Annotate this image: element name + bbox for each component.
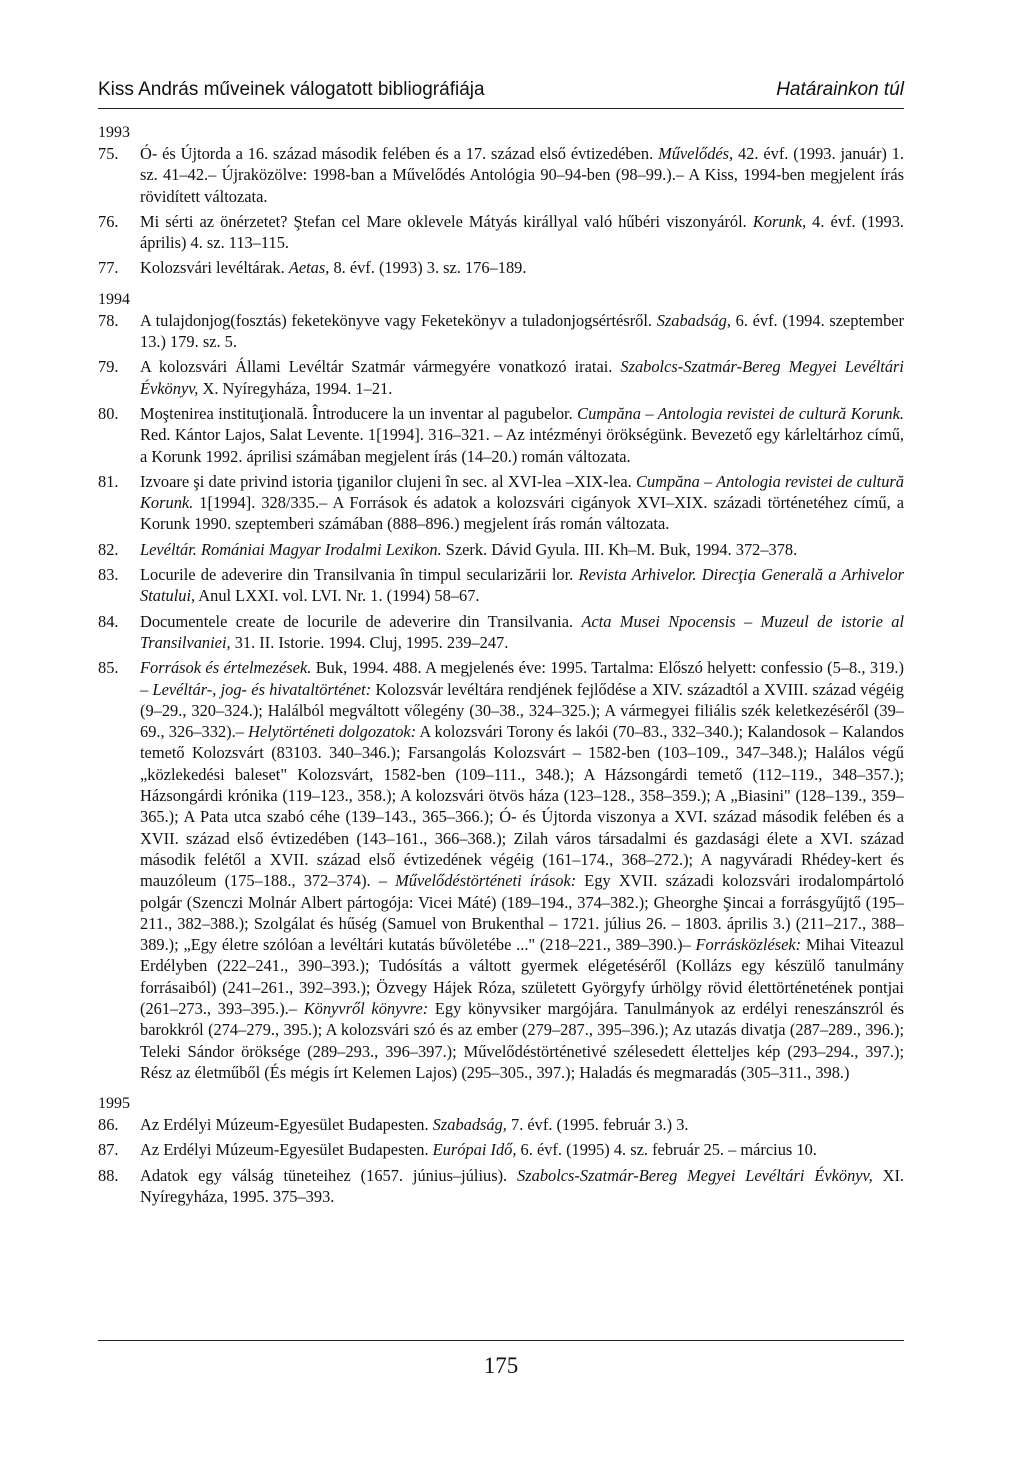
entry-text-segment: Kolozsvár levéltára rendjének fejlődése a XIV. századtól a XVIII. század végéig (9–29., 320–324.); Halálból megváltott vőlegény (30–38., 324–325.); A vármegyei filiális szék keletkezéséről (39–69., 326–332).– xyxy=(140,679,904,742)
entry-number: 84. xyxy=(98,611,119,631)
entry-number: 77. xyxy=(98,258,119,278)
entry-number: 76. xyxy=(98,211,119,231)
entry-text-segment: Az Erdélyi Múzeum-Egyesület Budapesten. xyxy=(140,1115,433,1135)
entry-text xyxy=(140,564,904,607)
entry-title-italic: Aetas, xyxy=(288,258,330,278)
year-heading: 1995 xyxy=(98,1095,130,1113)
entry-text xyxy=(140,403,904,467)
entry-title-italic: Revista Arhivelor. Direcţia Generală a Arhivelor Statului, xyxy=(140,565,904,606)
entry-text-segment: Az Erdélyi Múzeum-Egyesület Budapesten. xyxy=(140,1140,433,1160)
year-heading: 1994 xyxy=(98,290,130,308)
bibliography-entry xyxy=(98,1114,904,1135)
entry-text xyxy=(140,257,904,278)
bibliography-entry xyxy=(98,611,904,654)
entry-text-segment: 31. II. Istorie. 1994. Cluj, 1995. 239–247. xyxy=(230,632,509,652)
entry-text-segment: Ó- és Újtorda a 16. század második felében és a 17. század első évtizedében. xyxy=(140,144,659,163)
entry-text-segment: Red. Kántor Lajos, Salat Levente. 1[1994]. 316–321. – Az intézményi örökségünk. Bevezető egy kárleltárhoz című, a Korunk 1992. áprilisi számában megjelent írás (14–20.) román változata. xyxy=(140,425,904,466)
running-header xyxy=(98,76,904,109)
bibliography-entry xyxy=(98,1139,904,1160)
entry-text-segment: 42. évf. (1993. január) 1. sz. 41–42.– Újraközölve: 1998-ban a Művelődés Antológia 90–94-ben (98–99.).– A Kiss, 1994-ben megjelent írás rövidített változata. xyxy=(140,144,905,206)
entry-text-segment: 4. évf. (1993. április) 4. sz. 113–115. xyxy=(140,211,904,253)
entry-text-segment: Buk, 1994. 488. A megjelenés éve: 1995. Tartalma: Előszó helyett: confessio (5–8., 319.) – xyxy=(140,658,904,699)
entry-title-italic: Helytörténeti dolgozatok: xyxy=(248,722,417,742)
entry-text xyxy=(140,471,904,535)
entry-title-italic: Források és értelmezések. xyxy=(140,658,312,678)
entry-number: 82. xyxy=(98,539,119,559)
bibliography-entry xyxy=(98,143,904,207)
entry-text xyxy=(140,1114,904,1135)
entry-title-italic: Művelődéstörténeti írások: xyxy=(395,871,577,891)
header-title: Kiss András műveinek válogatott bibliográfiája xyxy=(98,79,485,100)
bibliography-entry xyxy=(98,403,904,467)
entry-text xyxy=(140,539,904,560)
entry-title-italic: Cumpăna – Antologia revistei de cultură Korunk. xyxy=(577,403,904,423)
entry-text xyxy=(140,611,904,654)
bibliography-entry xyxy=(98,257,904,278)
entry-title-italic: Levéltár-, jog- és hivataltörténet: xyxy=(152,679,372,699)
entry-text-segment: A tulajdonjog(fosztás) feketekönyve vagy Feketekönyv a tuladonjogsértésről. xyxy=(140,310,657,330)
entry-text-segment: Mihai Viteazul Erdélyben (222–241., 390–393.); Tudósítás a váltott gyermek elégetéséről (Kollázs egy készülő tanulmány forrásaiból) (241–261., 392–393.); Özvegy Hájek Róza, született Györgyfy úrhölgy rövid élettörténetének pontjai (261–273., 393–395.).– xyxy=(140,935,904,1018)
entry-text xyxy=(140,310,904,353)
bibliography-entry xyxy=(98,657,904,1083)
bibliography-entry xyxy=(98,211,904,254)
entry-title-italic: Európai Idő, xyxy=(432,1140,517,1160)
entry-text-segment: XI. Nyíregyháza, 1995. 375–393. xyxy=(140,1165,904,1207)
entry-number: 75. xyxy=(98,144,119,163)
entry-text-segment: Egy könyvsiker margójára. Tanulmányok az erdélyi reneszánszról és barokkról (274–279., 395.); A kolozsvári szó és az ember (279–287., 395–396.); Az utazás divatja (287–289., 396.); Teleki Sándor öröksége (289–293., 396–397.); Művelődéstörténetivé szélesedett életteljes kép (293–294., 397.); Rész az életműből (És mégis írt Kelemen Lajos) (295–305., 397.); Haladás és megmaradás (305–311., 398.) xyxy=(140,998,904,1082)
bibliography-entry xyxy=(98,1165,904,1208)
entry-title-italic: Forrásközlések: xyxy=(695,935,802,955)
page-footer xyxy=(98,1340,904,1378)
entry-text xyxy=(140,1139,904,1160)
entry-number: 81. xyxy=(98,471,119,491)
entry-text-segment: 8. évf. (1993) 3. sz. 176–189. xyxy=(329,258,527,278)
entry-text-segment: 6. évf. (1994. szeptember 13.) 179. sz. 5. xyxy=(140,310,904,352)
entry-title-italic: Szabolcs-Szatmár-Bereg Megyei Levéltári Évkönyv, xyxy=(140,357,904,398)
entry-text xyxy=(140,143,904,207)
entry-number: 86. xyxy=(98,1115,119,1135)
entry-title-italic: Korunk, xyxy=(752,211,807,231)
bibliography-list xyxy=(98,122,904,1207)
bibliography-entry xyxy=(98,356,904,399)
bibliography-entry xyxy=(98,471,904,535)
entry-title-italic: Cumpăna – Antologia revistei de cultură Korunk. xyxy=(140,471,904,513)
bibliography-entry xyxy=(98,564,904,607)
entry-text xyxy=(140,211,904,254)
entry-number: 79. xyxy=(98,357,119,377)
entry-number: 83. xyxy=(98,565,119,585)
entry-text-segment: 1[1994]. 328/335.– A Források és adatok a kolozsvári cigányok XVI–XIX. századi történetéhez című, a Korunk 1990. szeptemberi számában (888–896.) megjelent írás román változata. xyxy=(140,493,904,534)
entry-number: 88. xyxy=(98,1165,119,1185)
entry-title-italic: Szabadság, xyxy=(656,310,731,330)
year-heading: 1993 xyxy=(98,124,130,141)
entry-title-italic: Szabadság, xyxy=(432,1115,507,1135)
entry-number: 78. xyxy=(98,310,119,330)
header-section: Határainkon túl xyxy=(776,79,904,100)
entry-number: 87. xyxy=(98,1140,119,1160)
entry-text-segment: Moştenirea instituţională. Întroducere la un inventar al pagubelor. xyxy=(140,403,578,423)
entry-title-italic: Levéltár. Romániai Magyar Irodalmi Lexikon. xyxy=(140,539,442,559)
bibliography-entry xyxy=(98,539,904,560)
entry-text-segment: Izvoare şi date privind istoria ţiganilor clujeni în sec. al XVI-lea –XIX-lea. xyxy=(140,471,637,491)
page-number: 175 xyxy=(483,1353,519,1378)
entry-text-segment: Adatok egy válság tüneteihez (1657. június–július). xyxy=(140,1165,518,1185)
entry-title-italic: Művelődés, xyxy=(658,144,734,163)
entry-number: 80. xyxy=(98,403,119,423)
entry-text-segment: Egy XVII. századi kolozsvári irodalompártoló polgár (Szenczi Molnár Albert pártogója: Vicei Máté) (189–194., 374–382.); Gheorghe Şincai a forrásgyűjtő (195–211., 382–388.); Szolgálat és hűség (Samuel von Brukenthal – 1721. július 26. – 1803. április 3.) (211–217., 388–389.); „Egy életre szólóan a levéltári kutatás bűvöletébe ..." (218–221., 389–390.)– xyxy=(140,871,904,955)
entry-text-segment: A kolozsvári Torony és lakói (70–83., 332–340.); Kalandosok – Kalandos temető Kolozsvárt (83103. 340–346.); Farsangolás Kolozsvárt – 1582-ben (103–109., 347–348.); Halálos végű „közlekedési baleset" Kolozsvárt, 1582-ben (109–111., 348.); A Házsongárdi temető (112–119., 348–357.); Házsongárdi krónika (119–123., 358.); A kolozsvári ötvös háza (123–128., 358–359.); A „Biasini" (128–139., 359–365.); A Pata utca szabó céhe (139–143., 365–366.); Ó- és Újtorda viszonya a XVI. század második felében és a XVII. század első évtizedében (143–161., 366–368.); Zilah város társadalmi és gazdasági élete a XVI. század második felétől a XVII. század első évtizedének végéig (161–174., 368–272.); A nagyváradi Rhédey-kert és mauzóleum (175–188., 372–374). – xyxy=(140,722,905,891)
entry-text-segment: Anul LXXI. vol. LVI. Nr. 1. (1994) 58–67. xyxy=(195,586,480,606)
entry-number: 85. xyxy=(98,658,119,678)
entry-text-segment: 7. évf. (1995. február 3.) 3. xyxy=(506,1115,689,1135)
entry-title-italic: Szabolcs-Szatmár-Bereg Megyei Levéltári Évkönyv, xyxy=(517,1165,873,1185)
entry-text-segment: Locurile de adeverire din Transilvania în timpul secularizării lor. xyxy=(140,565,579,585)
entry-text-segment: Szerk. Dávid Gyula. III. Kh–M. Buk, 1994. 372–378. xyxy=(441,539,798,559)
entry-text-segment: Documentele create de locurile de adeverire din Transilvania. xyxy=(140,611,582,631)
entry-text-segment: Mi sérti az önérzetet? Ştefan cel Mare oklevele Mátyás királlyal való hűbéri viszonyáról. xyxy=(140,211,753,231)
entry-text xyxy=(140,1165,904,1208)
entry-text-segment: X. Nyíregyháza, 1994. 1–21. xyxy=(198,378,393,398)
bibliography-entry xyxy=(98,310,904,353)
entry-text xyxy=(140,356,904,399)
entry-text-segment: 6. évf. (1995) 4. sz. február 25. – március 10. xyxy=(516,1140,817,1160)
entry-text-segment: Kolozsvári levéltárak. xyxy=(140,258,289,278)
entry-title-italic: Acta Musei Npocensis – Muzeul de istorie al Transilvaniei, xyxy=(140,611,904,652)
entry-text-segment: A kolozsvári Állami Levéltár Szatmár vármegyére vonatkozó iratai. xyxy=(140,357,621,377)
entry-text xyxy=(140,657,904,1083)
entry-title-italic: Könyvről könyvre: xyxy=(303,998,429,1018)
